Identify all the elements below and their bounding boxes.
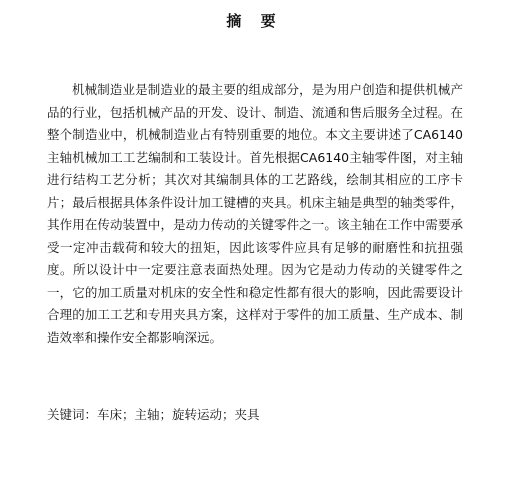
keywords-line: 关键词：车床；主轴；旋转运动；夹具: [47, 407, 260, 422]
abstract-body: 机械制造业是制造业的最主要的组成部分，是为用户创造和提供机械产品的行业，包括机械产品的开发、设计、制造、流通和售后服务全过程。在整个制造业中，机械制造业占有特别重要的地位。本文主要讲述了CA6140主轴机械加工工艺编制和工装设计。首先根据CA6140主轴零件图，对主轴进行结构工艺分析；其次对其编制具体的工艺路线，绘制其相应的工序卡片；最后根据具体条件设计加工键槽的夹具。机床主轴是典型的轴类零件，其作用在传动装置中，是动力传动的关键零件之一。该主轴在工作中需要承受一定冲击载荷和较大的扭矩，因此该零件应具有足够的耐磨性和抗扭强度。所以设计中一定要注意表面热处理。因为它是动力传动的关键零件之一，它的加工质量对机床的安全性和稳定性都有很大的影响，因此需要设计合理的加工工艺和专用夹具方案，这样对于零件的加工质量、生产成本、制造效率和操作安全都影响深远。: [47, 82, 463, 345]
abstract-title: 摘 要: [226, 12, 283, 30]
